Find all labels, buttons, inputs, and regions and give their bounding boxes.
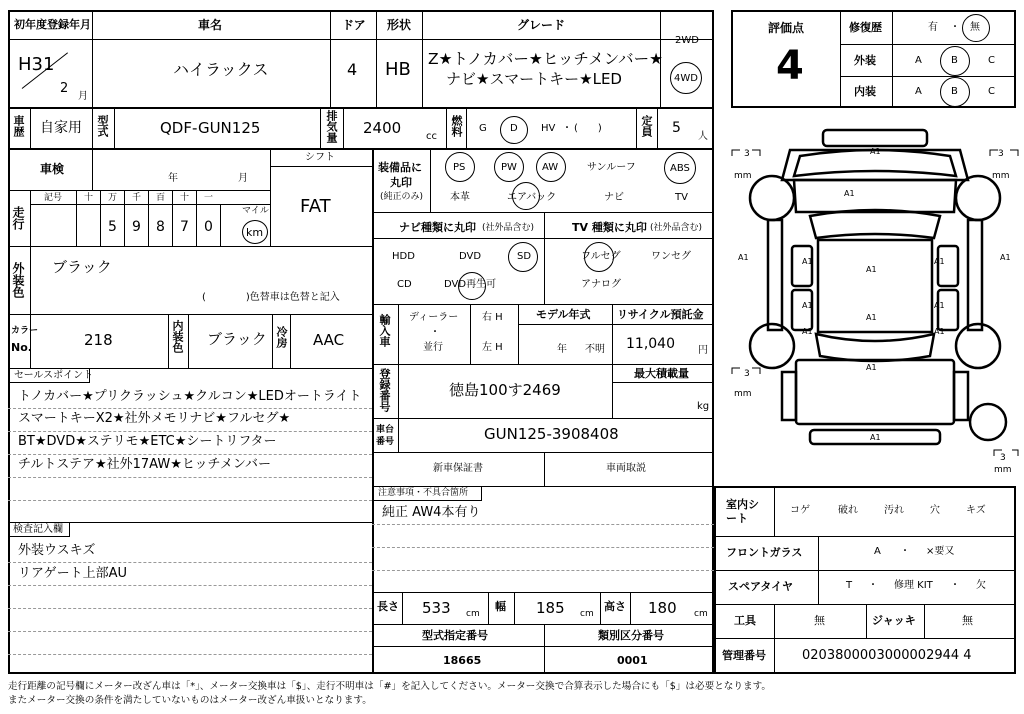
color-no-label-a: カラー: [11, 326, 39, 336]
footer-line2: またメーター交換の条件を満たしていないものはメーター改ざん車扱いとなります。: [8, 695, 372, 706]
exterior-grade-a: A: [915, 55, 922, 66]
windshield-replace: ×要又: [926, 546, 955, 557]
equip-tv: TV: [675, 192, 688, 203]
height-label: 高さ: [604, 600, 626, 613]
ac: AAC: [313, 331, 345, 349]
registration-label: 登録番号: [378, 368, 391, 412]
navi-dvd-play: DVD再生可: [444, 279, 497, 290]
score-value: 4: [776, 43, 804, 89]
repaint-note: ( )色替車は色替と記入: [202, 292, 340, 303]
shift-label: シフト: [305, 152, 335, 163]
equip-pw: PW: [501, 162, 517, 173]
displacement: 2400: [363, 119, 402, 137]
interior-grade-a: A: [915, 86, 922, 97]
tv-types-note: (社外品含む): [650, 223, 703, 233]
spare-dot: ・: [950, 580, 960, 591]
damage-mark: A1: [802, 257, 813, 266]
fuel-d-circle: [500, 116, 528, 144]
spare-dot: ・: [868, 580, 878, 591]
displacement-cc: cc: [426, 131, 437, 142]
height: 180: [648, 599, 677, 617]
color-no-label-b: No.: [11, 341, 32, 354]
damage-mark: A1: [934, 327, 945, 336]
ac-label: 冷房: [275, 326, 288, 348]
mileage-digit: 0: [204, 219, 213, 235]
displacement-label: 排気量: [325, 110, 338, 143]
fuel-g: G: [479, 123, 487, 134]
warranty-manual: 車両取説: [606, 463, 646, 474]
score-label: 評価点: [768, 21, 805, 35]
mileage-digit: 8: [156, 219, 165, 235]
sheet-item: 汚れ: [884, 505, 904, 516]
interior-sheet-label: 室内シート: [726, 498, 759, 525]
navi-types-note: (社外品含む): [482, 223, 535, 233]
damage-mark: A1: [802, 327, 813, 336]
mileage-km: km: [246, 226, 264, 239]
navi-hdd: HDD: [392, 251, 415, 262]
import-dealer: ディーラー: [409, 312, 459, 323]
damage-mark: A1: [738, 253, 749, 262]
equip-sunroof: サンルーフ: [587, 162, 636, 173]
length-label: 長さ: [377, 600, 399, 613]
shape: HB: [385, 59, 411, 80]
mm-value: 3: [744, 149, 750, 159]
reg-year-label: 初年度登録年月: [14, 18, 91, 31]
mileage-unit: 百: [156, 193, 166, 203]
shift: FAT: [300, 196, 331, 217]
doors: 4: [347, 60, 358, 79]
sheet-item: 破れ: [838, 505, 858, 516]
inspection-label: 車検: [40, 162, 65, 176]
equip-navi: ナビ: [604, 192, 624, 203]
navi-sd: SD: [517, 251, 532, 262]
inspector-line: リアゲート上部AU: [18, 566, 128, 581]
spare-label: スペアタイヤ: [728, 580, 794, 593]
length-cm: cm: [466, 609, 480, 619]
width: 185: [536, 599, 565, 617]
car-damage-diagram: [730, 120, 1020, 482]
import-dot: ・: [430, 327, 440, 338]
damage-mark: A1: [870, 433, 881, 442]
grade-line2: ナビ★スマートキー★LED: [446, 70, 622, 88]
jack-label: ジャッキ: [872, 614, 916, 627]
windshield-label: フロントガラス: [726, 546, 803, 559]
fuel-d: D: [510, 123, 518, 134]
damage-mark: A1: [802, 301, 813, 310]
reg-month: 2: [60, 81, 69, 96]
mm-unit: mm: [994, 465, 1012, 475]
inspector-label: 検査記入欄: [13, 524, 63, 535]
sales-point-line: チルトステア★社外17AW★ヒッチメンバー: [18, 457, 272, 472]
damage-mark: A1: [934, 301, 945, 310]
max-load-label: 最大積載量: [634, 367, 689, 380]
mileage-digit: 7: [180, 219, 189, 235]
exterior-grade-b: B: [951, 55, 958, 66]
damage-mark: A1: [844, 189, 855, 198]
chassis-label-a: 車台番号: [376, 425, 395, 447]
mm-value: 3: [1000, 453, 1006, 463]
model: QDF-GUN125: [160, 119, 261, 137]
model-year-unknown: 不明: [585, 344, 605, 355]
sheet-item: キズ: [966, 505, 986, 516]
notes-label: 注意事項・不具合箇所: [378, 488, 469, 498]
capacity-unit: 人: [698, 131, 708, 142]
damage-mark: A1: [866, 265, 877, 274]
max-load-kg: kg: [697, 401, 710, 412]
shape-label: 形状: [387, 18, 412, 32]
inspection-month: 月: [238, 173, 248, 184]
navi-types-label: ナビ種類に丸印: [399, 221, 476, 234]
exterior-color: ブラック: [52, 258, 112, 276]
spare-none: 欠: [976, 580, 986, 591]
designation: 18665: [443, 654, 482, 667]
tools-value: 無: [814, 614, 825, 627]
mm-unit: mm: [734, 171, 752, 181]
mileage-unit: 万: [108, 193, 118, 203]
mileage-unit: 一: [204, 193, 214, 203]
equipment-label3: (純正のみ): [380, 192, 424, 202]
footer-line1: 走行距離の記号欄にメーター改ざん車は「*」、メーター交換車は「$」、走行不明車は「#」を記入してください。メーター交換で合算表示した場合にも「$」は必要となります。: [8, 681, 771, 692]
navi-cd: CD: [397, 279, 412, 290]
inspector-line: 外装ウスキズ: [18, 543, 96, 558]
mm-value: 3: [744, 369, 750, 379]
repair-no: 無: [970, 22, 980, 33]
equipment-label1: 装備品に: [378, 161, 422, 174]
mileage-label: 走行: [11, 206, 25, 230]
exterior-score-label: 外装: [854, 54, 876, 67]
designation-label: 型式指定番号: [422, 629, 488, 642]
import-label: 輸入車: [378, 314, 391, 347]
mileage-mile: マイル: [242, 206, 269, 216]
notes-line: 純正 AW4本有り: [382, 505, 481, 520]
tv-oneseg: ワンセグ: [651, 251, 691, 262]
sales-point-line: スマートキーX2★社外メモリナビ★フルセグ★: [18, 411, 291, 426]
recycle-yen: 円: [698, 345, 708, 356]
equip-aw: AW: [542, 162, 559, 173]
sheet-item: コゲ: [790, 505, 810, 516]
damage-mark: A1: [934, 257, 945, 266]
damage-mark: A1: [1000, 253, 1011, 262]
category-label: 類別区分番号: [598, 629, 664, 642]
control-number: 0203800003000002944 4: [802, 648, 972, 663]
equipment-label2: 丸印: [390, 176, 412, 189]
mileage-unit: 千: [132, 193, 142, 203]
mileage-unit: 十: [180, 193, 190, 203]
interior-grade-c: C: [988, 86, 995, 97]
interior-score-label: 内装: [854, 85, 876, 98]
interior-grade-b: B: [951, 86, 958, 97]
damage-mark: A1: [866, 363, 877, 372]
mileage-digit: 5: [108, 219, 117, 235]
tv-analog: アナログ: [581, 279, 621, 290]
model-label: 型式: [96, 115, 109, 137]
grade-label: グレード: [517, 18, 566, 32]
reg-year: H31: [18, 54, 55, 75]
reg-month-unit: 月: [78, 91, 88, 102]
width-label: 幅: [495, 600, 506, 613]
equip-abs: ABS: [670, 163, 690, 174]
mm-unit: mm: [734, 389, 752, 399]
spare-repair-kit: 修理 KIT: [894, 580, 933, 591]
door-label: ドア: [342, 18, 366, 32]
repair-yes: 有: [928, 22, 938, 33]
mm-unit: mm: [992, 171, 1010, 181]
grade-line1: Z★トノカバー★ヒッチメンバー★: [428, 50, 664, 68]
sales-point-line: トノカバー★プリクラッシュ★クルコン★LEDオートライト: [18, 389, 362, 404]
exterior-label: 外装色: [11, 262, 25, 298]
height-cm: cm: [694, 609, 708, 619]
registration-number: 徳島100す2469: [449, 381, 561, 399]
sales-point-line: BT★DVD★ステリモ★ETC★シートリフター: [18, 434, 277, 449]
damage-mark: A1: [866, 313, 877, 322]
repair-dot: ・: [950, 22, 960, 33]
model-year-year: 年: [557, 344, 567, 355]
damage-mark: A1: [870, 147, 881, 156]
model-year-label: モデル年式: [536, 308, 591, 321]
history-label: 車歴: [12, 115, 25, 137]
mileage-sign-label: 記号: [44, 193, 63, 203]
capacity: 5: [672, 120, 681, 136]
car-name: ハイラックス: [173, 60, 269, 79]
category: 0001: [617, 654, 648, 667]
windshield-a: A: [874, 546, 881, 557]
tools-label: 工具: [734, 614, 756, 627]
drive-2wd: 2WD: [675, 35, 699, 46]
mileage-digit: 9: [132, 219, 141, 235]
interior-color: ブラック: [207, 330, 267, 348]
jack-value: 無: [962, 614, 973, 627]
equip-airbag: エアバック: [507, 192, 557, 203]
sheet-item: 穴: [930, 505, 940, 516]
import-lh: 左 H: [482, 342, 503, 353]
equip-ps: PS: [453, 162, 466, 173]
import-parallel: 並行: [423, 342, 443, 353]
fuel-paren: ( ): [574, 123, 602, 134]
history: 自家用: [40, 120, 82, 136]
mileage-unit: 十: [84, 193, 94, 203]
fuel-label: 燃料: [450, 115, 463, 137]
repair-label: 修復歴: [849, 21, 882, 34]
fuel-hv: HV: [541, 123, 556, 134]
recycle: 11,040: [626, 336, 675, 352]
sales-points-label: セールスポイント: [14, 370, 94, 381]
windshield-dot: ・: [900, 546, 910, 557]
inspection-year: 年: [168, 173, 178, 184]
interior-color-label: 内装色: [171, 320, 184, 353]
exterior-grade-c: C: [988, 55, 995, 66]
width-cm: cm: [580, 609, 594, 619]
import-rh: 右 H: [482, 312, 503, 323]
tv-fullseg: フルセグ: [581, 251, 621, 262]
spare-t: T: [846, 580, 853, 591]
color-number: 218: [84, 331, 113, 349]
length: 533: [422, 599, 451, 617]
control-label: 管理番号: [722, 649, 766, 662]
recycle-label: リサイクル預託金: [617, 308, 704, 321]
warranty-new-car: 新車保証書: [433, 463, 483, 474]
fuel-dot: ・: [562, 123, 572, 134]
equip-leather: 本革: [450, 192, 470, 203]
chassis-number: GUN125-3908408: [484, 425, 619, 443]
drive-4wd: 4WD: [674, 73, 698, 84]
capacity-label: 定員: [640, 115, 653, 137]
name-label: 車名: [198, 18, 223, 32]
mm-value: 3: [998, 149, 1004, 159]
tv-types-label: TV 種類に丸印: [572, 221, 647, 234]
navi-dvd: DVD: [459, 251, 482, 262]
